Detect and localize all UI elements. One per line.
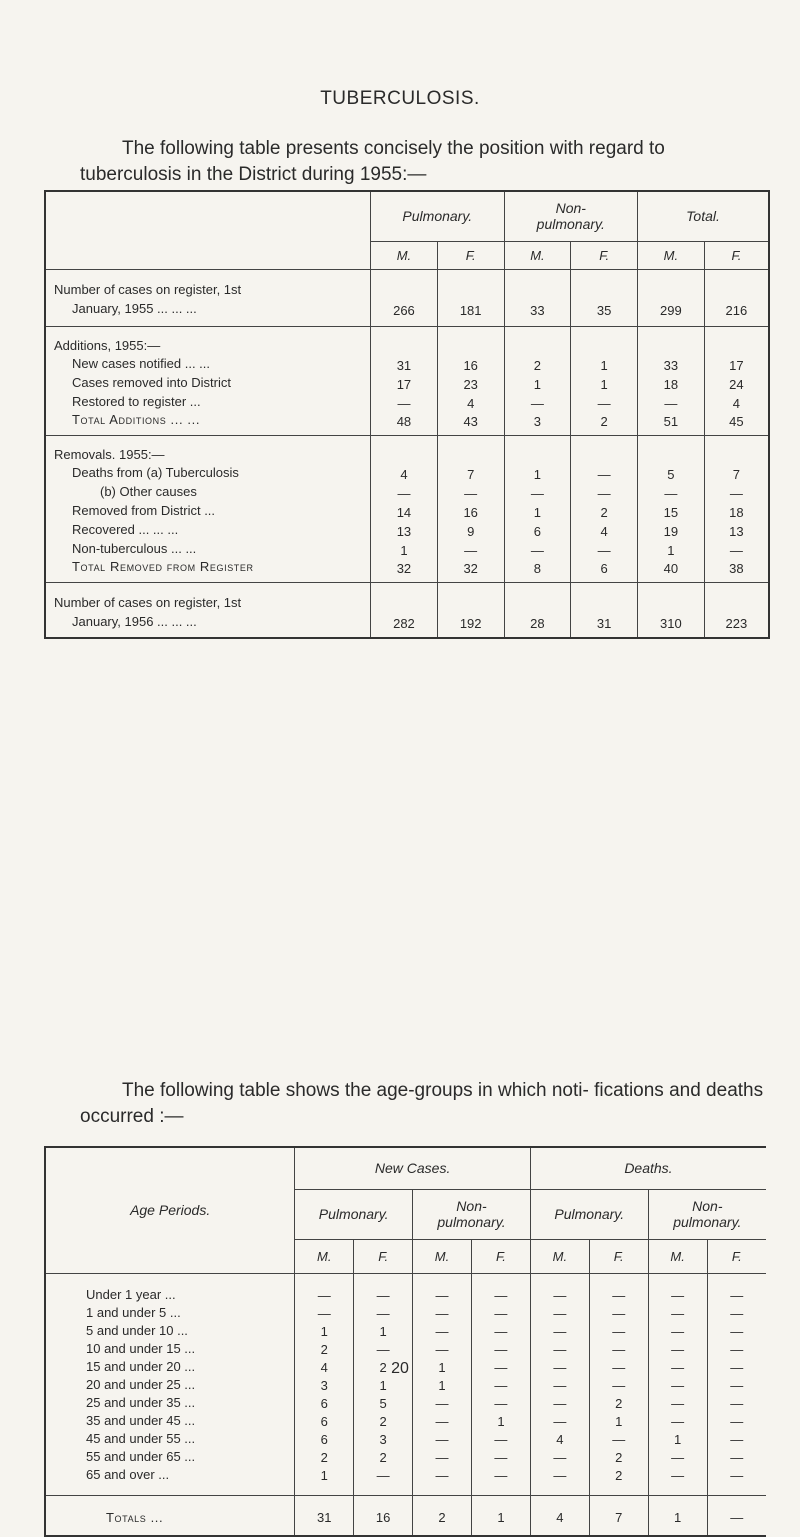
table1-group-header: Pulmonary. xyxy=(371,191,504,241)
value-cell: — xyxy=(530,1447,589,1465)
total-value-cell: 4 xyxy=(530,1495,589,1536)
row-label xyxy=(45,326,371,354)
value-cell: 8 xyxy=(504,558,571,582)
table-row xyxy=(45,1465,766,1483)
table1-sub-header: F. xyxy=(704,241,769,269)
table1-group-header: Non- pulmonary. xyxy=(504,191,637,241)
row-label xyxy=(45,520,371,539)
value-cell: 28 xyxy=(504,582,571,638)
value-cell: — xyxy=(530,1393,589,1411)
table1-sub-header: M. xyxy=(371,241,438,269)
value-cell: 2 xyxy=(571,411,638,435)
value-cell: 1 xyxy=(354,1375,413,1393)
value-cell: — xyxy=(413,1273,472,1303)
value-cell: — xyxy=(530,1303,589,1321)
value-cell xyxy=(704,435,769,463)
value-cell: 1 xyxy=(589,1411,648,1429)
value-cell: 32 xyxy=(371,558,438,582)
row-label-text: Removed from District ... xyxy=(72,503,216,518)
value-cell: — xyxy=(530,1339,589,1357)
spacer-cell xyxy=(413,1483,472,1495)
value-cell: — xyxy=(530,1411,589,1429)
value-cell: — xyxy=(530,1357,589,1375)
value-cell: 282 xyxy=(371,582,438,638)
value-cell xyxy=(371,326,438,354)
value-cell: 6 xyxy=(571,558,638,582)
value-cell: 1 xyxy=(354,1321,413,1339)
value-cell: 1 xyxy=(504,373,571,392)
value-cell: 4 xyxy=(437,392,504,411)
value-cell: 31 xyxy=(571,582,638,638)
value-cell: — xyxy=(648,1375,707,1393)
total-value-cell: 16 xyxy=(354,1495,413,1536)
value-cell: — xyxy=(707,1393,766,1411)
value-cell: — xyxy=(471,1447,530,1465)
value-cell: — xyxy=(530,1321,589,1339)
row-label-text: New cases notified ... ... xyxy=(72,356,211,371)
value-cell: — xyxy=(707,1375,766,1393)
value-cell: — xyxy=(354,1339,413,1357)
value-cell: 1 xyxy=(413,1357,472,1375)
value-cell: — xyxy=(471,1357,530,1375)
value-cell: 4 xyxy=(571,520,638,539)
value-cell: — xyxy=(707,1273,766,1303)
table-row xyxy=(45,1303,766,1321)
value-cell: — xyxy=(571,539,638,558)
age-period-label: 1 and under 5 ... xyxy=(86,1304,181,1320)
value-cell: 7 xyxy=(437,463,504,482)
value-cell: — xyxy=(648,1411,707,1429)
value-cell: 16 xyxy=(437,354,504,373)
spacer-cell xyxy=(707,1483,766,1495)
value-cell: — xyxy=(638,482,705,501)
value-cell xyxy=(371,435,438,463)
value-cell: 14 xyxy=(371,501,438,520)
row-label xyxy=(45,435,371,463)
value-cell: 1 xyxy=(471,1411,530,1429)
table1-sub-header: F. xyxy=(437,241,504,269)
table2-sub-header: M. xyxy=(413,1239,472,1273)
spacer-row xyxy=(45,1483,766,1495)
row-label-text: Recovered ... ... ... xyxy=(72,522,179,537)
value-cell: — xyxy=(471,1321,530,1339)
value-cell: 17 xyxy=(704,354,769,373)
value-cell: 299 xyxy=(638,269,705,326)
value-cell: — xyxy=(589,1429,648,1447)
value-cell: — xyxy=(413,1321,472,1339)
value-cell: — xyxy=(571,463,638,482)
value-cell xyxy=(437,435,504,463)
table-row xyxy=(45,463,769,482)
value-cell: 38 xyxy=(704,558,769,582)
value-cell: 1 xyxy=(571,373,638,392)
value-cell xyxy=(504,435,571,463)
intro-paragraph-2: The following table shows the age-groups in which noti- fications and deaths occurred :— xyxy=(80,1080,764,1127)
age-period-label: 15 and under 20 ... xyxy=(86,1358,196,1374)
value-cell: — xyxy=(354,1303,413,1321)
value-cell: — xyxy=(504,539,571,558)
value-cell: 2 xyxy=(354,1357,413,1375)
table1-sub-header: M. xyxy=(504,241,571,269)
value-cell: — xyxy=(571,392,638,411)
table-row xyxy=(45,1339,766,1357)
value-cell: — xyxy=(648,1465,707,1483)
value-cell: — xyxy=(413,1303,472,1321)
table-row xyxy=(45,539,769,558)
table-row xyxy=(45,1273,766,1303)
value-cell xyxy=(437,326,504,354)
value-cell: 18 xyxy=(638,373,705,392)
value-cell: 2 xyxy=(354,1447,413,1465)
table2-group-header: Non- pulmonary. xyxy=(413,1189,531,1239)
value-cell: — xyxy=(589,1339,648,1357)
value-cell: 4 xyxy=(371,463,438,482)
value-cell: 6 xyxy=(295,1429,354,1447)
value-cell: — xyxy=(589,1321,648,1339)
page-number: 20 xyxy=(391,1360,409,1377)
age-period-label: 25 and under 35 ... xyxy=(86,1394,196,1410)
totals-row xyxy=(45,1495,766,1536)
value-cell: — xyxy=(707,1411,766,1429)
value-cell: 310 xyxy=(638,582,705,638)
table2-group-header: Non- pulmonary. xyxy=(648,1189,766,1239)
value-cell: — xyxy=(504,482,571,501)
spacer-cell xyxy=(589,1483,648,1495)
value-cell: — xyxy=(648,1321,707,1339)
value-cell: — xyxy=(707,1429,766,1447)
value-cell: — xyxy=(571,482,638,501)
row-label-text: January, 1955 ... ... ... xyxy=(72,300,197,316)
table-row xyxy=(45,520,769,539)
row-label-text: Cases removed into District xyxy=(72,375,231,390)
value-cell: 3 xyxy=(354,1429,413,1447)
row-label-text: Removals. 1955:— xyxy=(54,446,165,462)
value-cell: 4 xyxy=(704,392,769,411)
value-cell: 1 xyxy=(504,501,571,520)
row-label-text: January, 1956 ... ... ... xyxy=(72,613,197,629)
value-cell: — xyxy=(589,1273,648,1303)
value-cell: 48 xyxy=(371,411,438,435)
value-cell: — xyxy=(707,1447,766,1465)
row-label-text: Restored to register ... xyxy=(72,394,201,409)
value-cell: — xyxy=(471,1375,530,1393)
value-cell: 1 xyxy=(295,1321,354,1339)
value-cell: — xyxy=(704,482,769,501)
value-cell: — xyxy=(530,1465,589,1483)
value-cell: 9 xyxy=(437,520,504,539)
table2-sub-header: M. xyxy=(295,1239,354,1273)
row-label-text: Deaths from (a) Tuberculosis xyxy=(72,465,239,480)
value-cell: — xyxy=(471,1303,530,1321)
value-cell: — xyxy=(648,1303,707,1321)
row-label-text: Total Removed from Register xyxy=(72,559,254,575)
age-period-label: 10 and under 15 ... xyxy=(86,1340,196,1356)
row-label xyxy=(45,354,371,373)
value-cell: — xyxy=(589,1375,648,1393)
value-cell: — xyxy=(589,1303,648,1321)
age-period-label: 35 and under 45 ... xyxy=(86,1412,196,1428)
value-cell: — xyxy=(471,1393,530,1411)
row-label xyxy=(45,392,371,411)
table-row xyxy=(45,269,769,326)
value-cell: 51 xyxy=(638,411,705,435)
value-cell: 181 xyxy=(437,269,504,326)
value-cell: 31 xyxy=(371,354,438,373)
value-cell: 223 xyxy=(704,582,769,638)
row-label xyxy=(45,373,371,392)
intro-paragraph-1: The following table presents concisely the position with regard to tuberculosis in the District during 1955:— xyxy=(80,138,665,185)
value-cell: 4 xyxy=(295,1357,354,1375)
value-cell: 45 xyxy=(704,411,769,435)
value-cell: 7 xyxy=(704,463,769,482)
value-cell: 6 xyxy=(295,1411,354,1429)
age-period-label: Under 1 year ... xyxy=(86,1286,176,1302)
value-cell: 2 xyxy=(589,1393,648,1411)
table-row xyxy=(45,501,769,520)
table1-corner xyxy=(45,191,371,269)
value-cell: — xyxy=(295,1303,354,1321)
row-label xyxy=(45,539,371,558)
value-cell: 5 xyxy=(354,1393,413,1411)
value-cell: 5 xyxy=(638,463,705,482)
value-cell: — xyxy=(413,1447,472,1465)
total-value-cell: 31 xyxy=(295,1495,354,1536)
table-row xyxy=(45,482,769,501)
new-cases-header: New Cases. xyxy=(295,1147,531,1189)
table-row xyxy=(45,1393,766,1411)
value-cell: 216 xyxy=(704,269,769,326)
value-cell: 1 xyxy=(638,539,705,558)
table2-sub-header: F. xyxy=(354,1239,413,1273)
value-cell: 2 xyxy=(354,1411,413,1429)
value-cell xyxy=(504,326,571,354)
table-row xyxy=(45,1429,766,1447)
totals-label: Totals ... xyxy=(45,1495,295,1536)
age-groups-table xyxy=(44,1146,766,1537)
table-row xyxy=(45,354,769,373)
value-cell: — xyxy=(437,482,504,501)
age-period-label: 5 and under 10 ... xyxy=(86,1322,188,1338)
value-cell: 33 xyxy=(504,269,571,326)
value-cell: — xyxy=(413,1411,472,1429)
age-period-label: 20 and under 25 ... xyxy=(86,1376,196,1392)
value-cell: 1 xyxy=(371,539,438,558)
page-title: TUBERCULOSIS. xyxy=(320,88,480,109)
value-cell: — xyxy=(707,1357,766,1375)
table1-sub-header: M. xyxy=(638,241,705,269)
value-cell: — xyxy=(413,1339,472,1357)
value-cell: 2 xyxy=(504,354,571,373)
value-cell: 13 xyxy=(371,520,438,539)
value-cell: — xyxy=(413,1393,472,1411)
value-cell: 1 xyxy=(413,1375,472,1393)
value-cell: — xyxy=(371,482,438,501)
table-row xyxy=(45,392,769,411)
value-cell: 13 xyxy=(704,520,769,539)
value-cell: — xyxy=(354,1273,413,1303)
value-cell xyxy=(571,435,638,463)
value-cell xyxy=(704,326,769,354)
value-cell: 1 xyxy=(504,463,571,482)
table-row xyxy=(45,558,769,582)
spacer-cell xyxy=(354,1483,413,1495)
value-cell: 2 xyxy=(589,1447,648,1465)
age-period-label: 45 and under 55 ... xyxy=(86,1430,196,1446)
age-periods-header: Age Periods. xyxy=(45,1147,295,1273)
value-cell: 6 xyxy=(504,520,571,539)
total-value-cell: 7 xyxy=(589,1495,648,1536)
value-cell: 4 xyxy=(530,1429,589,1447)
value-cell: — xyxy=(648,1447,707,1465)
value-cell: 18 xyxy=(704,501,769,520)
value-cell: 23 xyxy=(437,373,504,392)
table-row xyxy=(45,435,769,463)
value-cell: — xyxy=(707,1465,766,1483)
value-cell: 15 xyxy=(638,501,705,520)
value-cell: 40 xyxy=(638,558,705,582)
table-row xyxy=(45,373,769,392)
value-cell: 1 xyxy=(295,1465,354,1483)
value-cell xyxy=(638,435,705,463)
value-cell: — xyxy=(371,392,438,411)
total-value-cell: 1 xyxy=(648,1495,707,1536)
total-value-cell: 1 xyxy=(471,1495,530,1536)
row-label xyxy=(45,269,371,326)
value-cell: 2 xyxy=(295,1339,354,1357)
value-cell: 3 xyxy=(295,1375,354,1393)
age-period-label: 55 and under 65 ... xyxy=(86,1448,196,1464)
value-cell: — xyxy=(354,1465,413,1483)
value-cell: — xyxy=(471,1465,530,1483)
value-cell: — xyxy=(530,1273,589,1303)
value-cell: 2 xyxy=(571,501,638,520)
value-cell: — xyxy=(704,539,769,558)
spacer-cell xyxy=(471,1483,530,1495)
value-cell: 266 xyxy=(371,269,438,326)
value-cell: — xyxy=(589,1357,648,1375)
value-cell: — xyxy=(504,392,571,411)
table2-sub-header: M. xyxy=(530,1239,589,1273)
value-cell xyxy=(571,326,638,354)
value-cell: 32 xyxy=(437,558,504,582)
table1-sub-header: F. xyxy=(571,241,638,269)
spacer-cell xyxy=(648,1483,707,1495)
value-cell: 1 xyxy=(571,354,638,373)
spacer-cell xyxy=(45,1483,295,1495)
table1-group-header: Total. xyxy=(638,191,769,241)
row-label-text: Non-tuberculous ... ... xyxy=(72,541,197,556)
table2-sub-header: F. xyxy=(471,1239,530,1273)
value-cell: 17 xyxy=(371,373,438,392)
table-row xyxy=(45,411,769,435)
value-cell: — xyxy=(707,1303,766,1321)
value-cell: 1 xyxy=(648,1429,707,1447)
value-cell: — xyxy=(648,1339,707,1357)
value-cell: 19 xyxy=(638,520,705,539)
value-cell: 3 xyxy=(504,411,571,435)
deaths-header: Deaths. xyxy=(530,1147,766,1189)
table-row xyxy=(45,582,769,638)
value-cell: — xyxy=(413,1465,472,1483)
value-cell: — xyxy=(638,392,705,411)
table-row xyxy=(45,1447,766,1465)
value-cell: — xyxy=(707,1321,766,1339)
row-label-text: (b) Other causes xyxy=(100,484,197,499)
total-value-cell: — xyxy=(707,1495,766,1536)
table2-group-header: Pulmonary. xyxy=(295,1189,413,1239)
value-cell: — xyxy=(648,1393,707,1411)
value-cell: — xyxy=(707,1339,766,1357)
row-label xyxy=(45,482,371,501)
table-row xyxy=(45,1321,766,1339)
row-label-text: Additions, 1955:— xyxy=(54,337,161,353)
table2-sub-header: F. xyxy=(589,1239,648,1273)
table2-sub-header: F. xyxy=(707,1239,766,1273)
value-cell: 24 xyxy=(704,373,769,392)
value-cell: 16 xyxy=(437,501,504,520)
value-cell: — xyxy=(471,1273,530,1303)
age-period-label: 65 and over ... xyxy=(86,1466,170,1482)
value-cell: 43 xyxy=(437,411,504,435)
value-cell: 2 xyxy=(589,1465,648,1483)
value-cell: — xyxy=(413,1429,472,1447)
spacer-cell xyxy=(530,1483,589,1495)
value-cell: — xyxy=(471,1339,530,1357)
table-row xyxy=(45,1411,766,1429)
table2-sub-header: M. xyxy=(648,1239,707,1273)
value-cell: — xyxy=(648,1357,707,1375)
total-value-cell: 2 xyxy=(413,1495,472,1536)
value-cell: — xyxy=(295,1273,354,1303)
value-cell: 35 xyxy=(571,269,638,326)
row-label xyxy=(45,558,371,582)
value-cell: 33 xyxy=(638,354,705,373)
table-row xyxy=(45,326,769,354)
spacer-cell xyxy=(295,1483,354,1495)
row-label-text: Number of cases on register, 1st xyxy=(54,281,242,297)
row-label xyxy=(45,501,371,520)
row-label-text: Number of cases on register, 1st xyxy=(54,594,242,610)
value-cell: 2 xyxy=(295,1447,354,1465)
tuberculosis-register-table xyxy=(44,190,770,639)
value-cell: — xyxy=(530,1375,589,1393)
row-label xyxy=(45,411,371,435)
value-cell: — xyxy=(437,539,504,558)
value-cell: — xyxy=(648,1273,707,1303)
row-label xyxy=(45,582,371,638)
row-label-text: Total Additions ... ... xyxy=(72,412,201,428)
row-label xyxy=(45,463,371,482)
value-cell xyxy=(638,326,705,354)
value-cell: 6 xyxy=(295,1393,354,1411)
value-cell: 192 xyxy=(437,582,504,638)
table2-group-header: Pulmonary. xyxy=(530,1189,648,1239)
value-cell: — xyxy=(471,1429,530,1447)
